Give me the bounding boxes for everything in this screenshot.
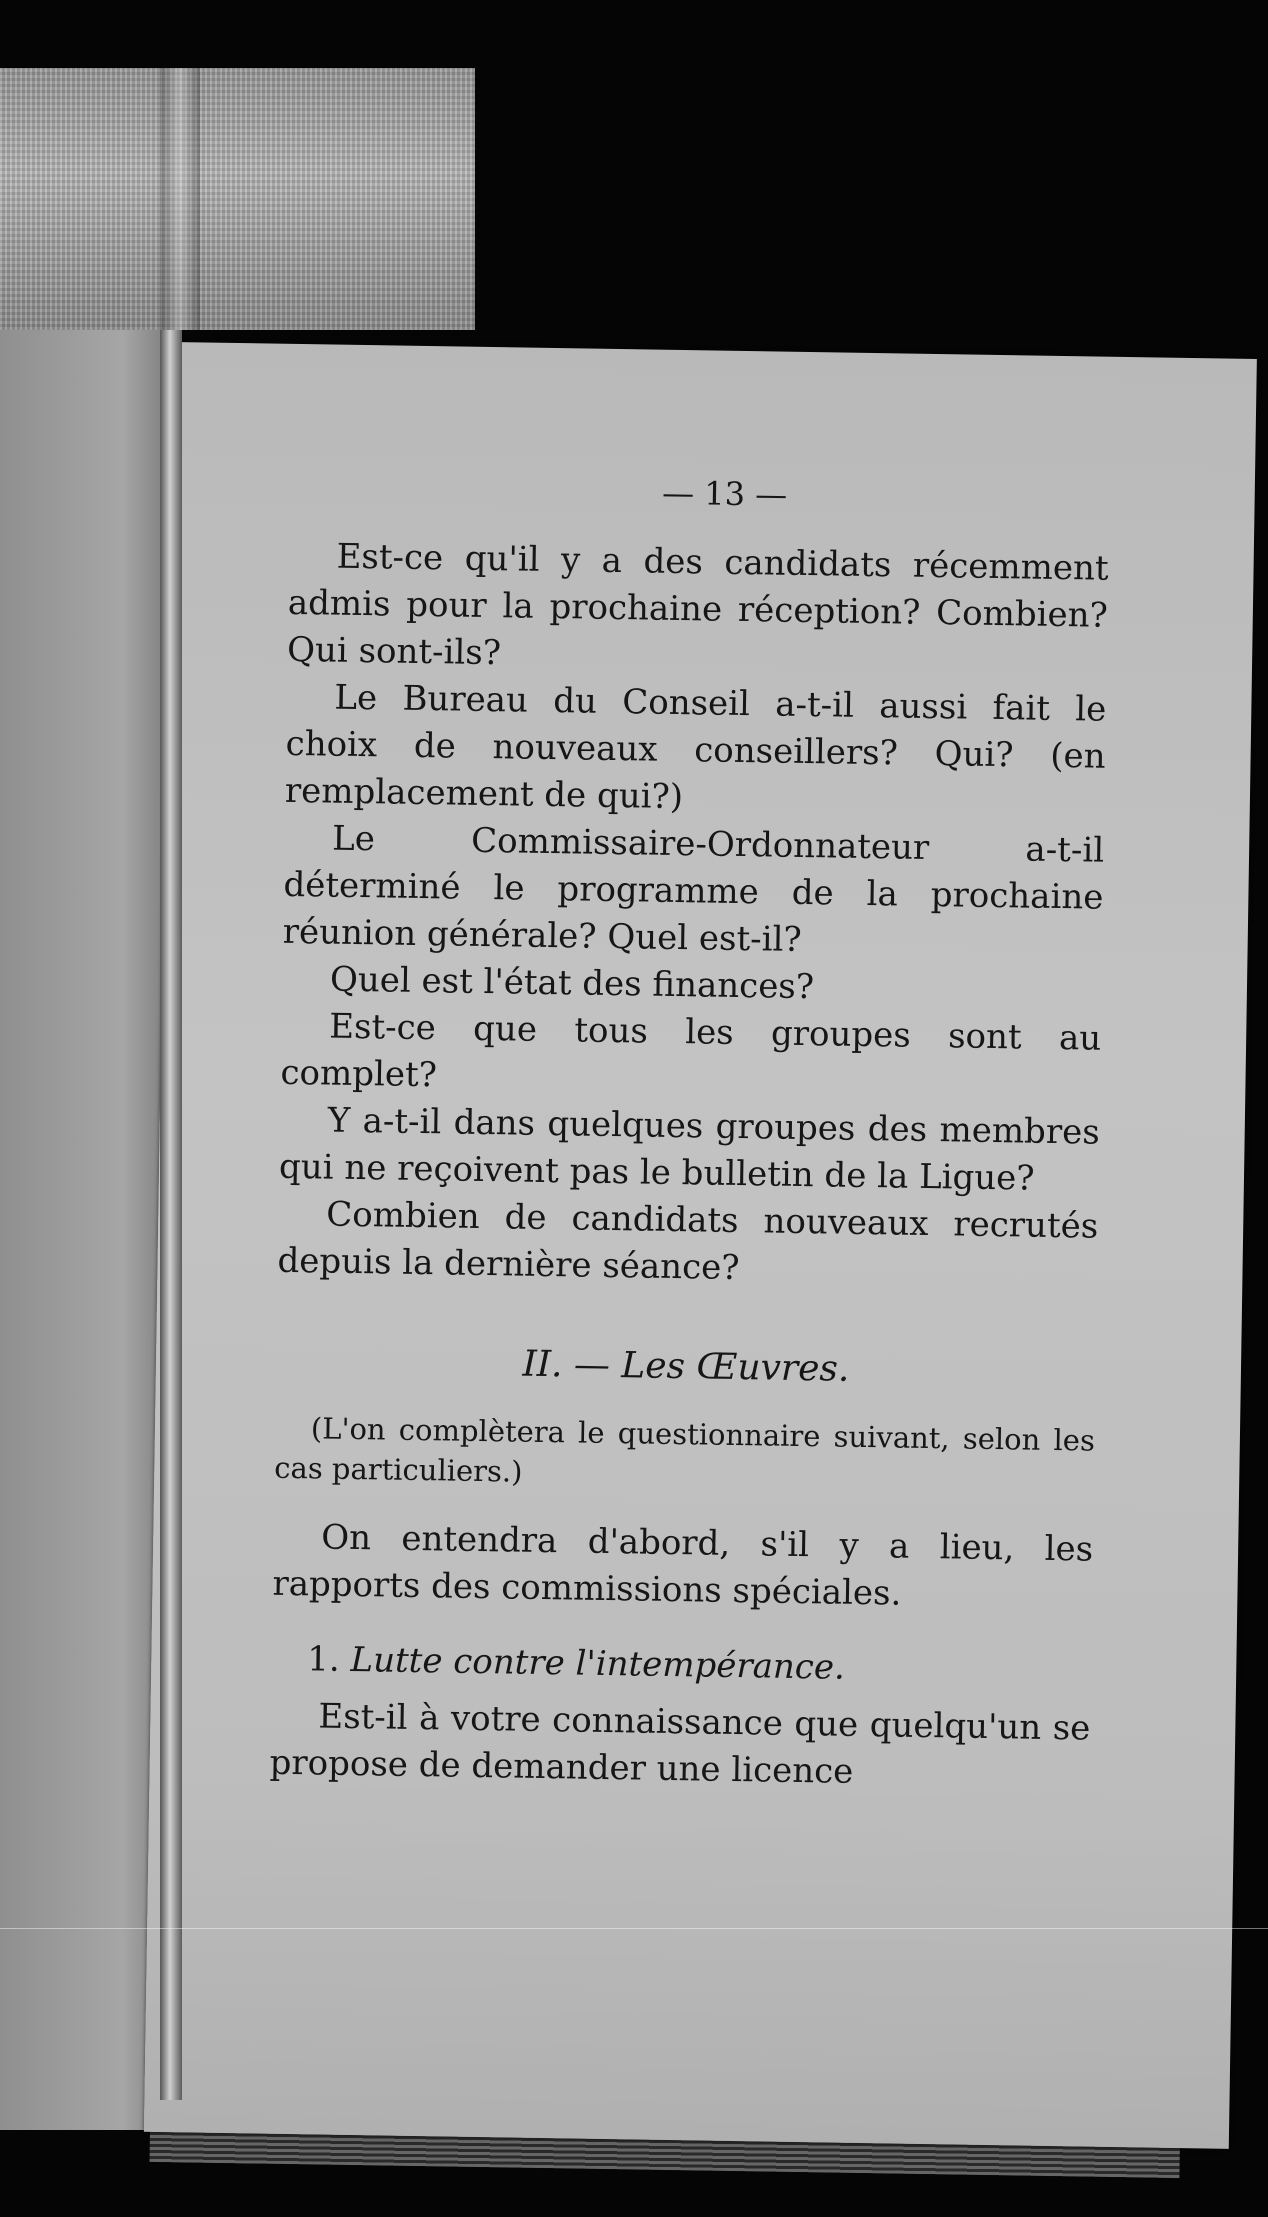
page-number: — 13 — bbox=[661, 473, 788, 514]
paragraph-finances: Quel est l'état des finances? bbox=[329, 959, 815, 1008]
book-spine bbox=[160, 330, 182, 2100]
paragraph-reports: On entendra d'abord, s'il y a lieu, les rapports des commissions spéciales. bbox=[272, 1517, 1094, 1614]
paragraph-candidates: Est-ce qu'il y a des candidats récemment admis pour la prochaine réception? Combien? Qui sont-ils? bbox=[286, 536, 1109, 674]
page-text bbox=[269, 464, 1110, 1800]
item-heading bbox=[271, 1636, 1092, 1696]
book-page bbox=[144, 342, 1257, 2149]
paragraph-licence: Est-il à votre connaissance que quelqu'un se propose de demander une licence bbox=[269, 1696, 1091, 1792]
item-number: 1. bbox=[307, 1639, 341, 1680]
section-heading: II. — Les Œuvres. bbox=[522, 1343, 850, 1390]
paragraph-program: Le Commissaire-Ordonnateur a-t-il déterminé le programme de la prochaine réunion générale? Quel est-il? bbox=[282, 818, 1105, 960]
paragraph-groups: Est-ce que tous les groupes sont au complet? bbox=[280, 1006, 1102, 1096]
binding-tape bbox=[0, 68, 475, 330]
paragraph-council: Le Bureau du Conseil a-t-il aussi fait le choix de nouveaux conseillers? Qui? (en remplacement de qui?) bbox=[284, 677, 1107, 818]
paragraph-bulletin: Y a-t-il dans quelques groupes des membres qui ne reçoivent pas le bulletin de la Ligue? bbox=[278, 1100, 1101, 1199]
questionnaire-note: (L'on complètera le questionnaire suivant, selon les cas particuliers.) bbox=[274, 1411, 1096, 1489]
item-title: Lutte contre l'intempérance. bbox=[350, 1639, 846, 1688]
paragraph-recruits: Combien de candidats nouveaux recrutés depuis la dernière séance? bbox=[277, 1194, 1099, 1289]
film-scratch bbox=[0, 1928, 1268, 1929]
binding-fold bbox=[160, 68, 200, 330]
